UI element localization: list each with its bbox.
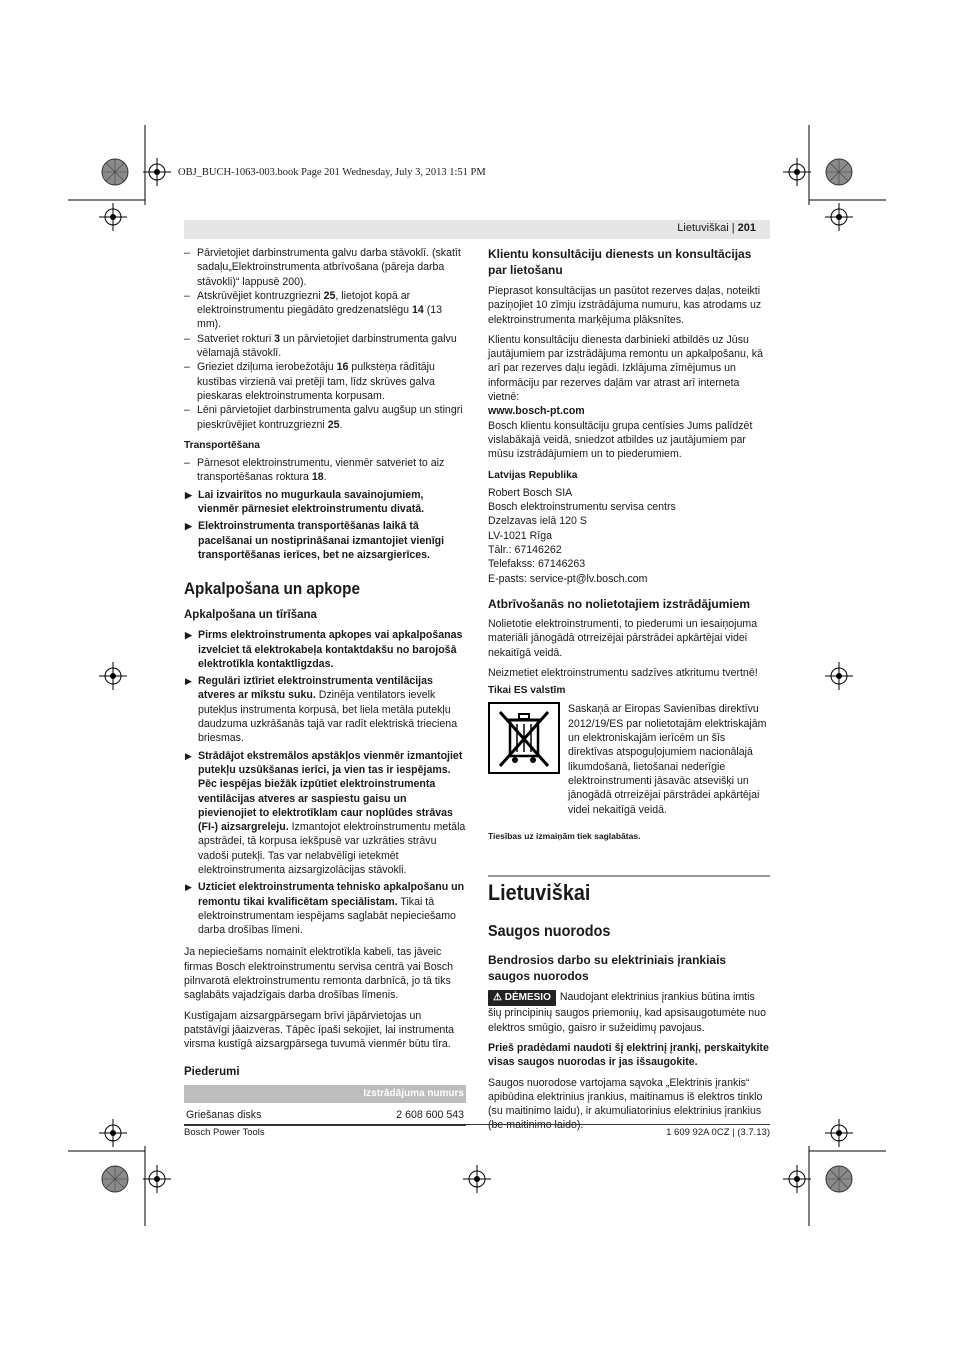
eu-heading: Tikai ES valstīm (488, 685, 566, 697)
paragraph: Nolietotie elektroinstrumenti, to piederumi un iesaiņojuma materiāli jānogādā otrreizējai pārstrādei apkārtējai videi nekaitīgā veidā. (488, 617, 758, 659)
rights-note: Tiesības uz izmaiņām tiek saglabātas. (488, 830, 641, 841)
paragraph: Pieprasot konsultācijas un pasūtot rezerves daļas, noteikti paziņojiet 10 zīmju izstrādājuma numuru, kas atrodams uz elektroinstrumenta marķējuma plāksnītes. (488, 285, 762, 326)
warning-item: ▶ Regulāri iztīriet elektroinstrumenta ventilācijas atveres ar mīkstu suku. Dzinēja ventilators ievelk putekļus instrumenta korpusā, bet liela metāla putekļu daudzuma uzkrāšanās tajā var radīt elektriskā trieciena briesmas. (185, 675, 458, 745)
crossed-bin-icon (488, 702, 562, 776)
warning-label: ⚠ DĖMESIO (488, 990, 556, 1006)
address-line: Robert Bosch SIA (488, 486, 573, 499)
address-line: Bosch elektroinstrumentu servisa centrs (488, 501, 676, 514)
paragraph: Kustīgajam aizsargpārsegam brīvi jāpārvietojas un patstāvīgi jāaizveras. Tāpēc īpaši sekojiet, lai instrumenta virsma kustīgā aizsargpārsega tuvumā vienmēr būtu tīra. (184, 1009, 455, 1051)
paragraph: Neizmetiet elektroinstrumentu sadzīves atkritumu tvertnē! (488, 666, 758, 679)
country-heading: Latvijas Republika (488, 469, 578, 481)
page-number: 201 (737, 222, 756, 234)
fax: Telefakss: 67146263 (488, 558, 586, 571)
address-block (488, 486, 770, 586)
general-safety-heading: Bendrosios darbo su elektriniais įrankiais saugos nuorodos (488, 953, 727, 984)
paragraph: Saugos nuorodose vartojama sąvoka „Elektrinis įrankis“ apibūdina elektrinius įrankius, maitinamus iš elektros tinklo (su maitinimo laidu), ir akumuliatorinius elektrinius įrankius (be maitinimo laido). (488, 1076, 763, 1132)
language-title: Lietuviškai (488, 880, 591, 906)
paragraph: Ja nepieciešams nomainīt elektrotīkla kabeli, tas jāveic firmas Bosch elektroinstrumentu servisa centrā vai Bosch pilnvarotā elektroinstrumentu remonta darbnīcā, jo tā tiks saglabāts vajadzīgais darba drošības līmenis. (184, 946, 454, 1002)
transport-heading: Transportēšana (184, 439, 260, 451)
warning-item: ▶ Elektroinstrumenta transportēšanas laikā tā pacelšanai un nostiprināšanai izmantojiet vienīgi transportēšanas ierīces, bet ne aizsargierīces. (185, 520, 445, 561)
weee-block (488, 702, 770, 816)
page-header (184, 220, 770, 239)
footer-right: 1 609 92A 0CZ | (3.7.13) (666, 1127, 770, 1138)
paragraph-bold: Prieš pradėdami naudoti šį elektrinį įrankį, perskaitykite visas saugos nuorodas ir jas išsaugokite. (488, 1041, 769, 1069)
website-link[interactable]: www.bosch-pt.com (488, 405, 585, 418)
warning-item: ▶ Uzticiet elektroinstrumenta tehnisko apkalpošanu un remontu tikai kvalificētam speciālistam. Tikai tā elektroinstrumentam iespējams saglabāt nepieciešamo darba drošības līmeni. (185, 881, 465, 937)
list-item: – Satveriet rokturi 3 un pārvietojiet darbinstrumenta galvu vēlamajā stāvoklī. (184, 332, 466, 361)
list-item: – Lēni pārvietojiet darbinstrumenta galvu augšup un stingri pieskrūvējiet kontruzgriezni 25. (184, 403, 466, 432)
right-column (488, 246, 770, 1133)
list-item: – Grieziet dziļuma ierobežotāju 16 pulksteņa rādītāju kustības virzienā vai pretēji tam, līdz skrūves galva pieskaras elektroinstrumenta korpusam. (184, 360, 466, 403)
phone: Tālr.: 67146262 (488, 544, 562, 557)
safety-heading: Saugos nuorodos (488, 923, 611, 941)
warning-paragraph: ⚠ DĖMESIO Naudojant elektrinius įrankius būtina imtis šių principinių saugos priemonių, kad apsisaugotumėte nuo elektros smūgio, gaisro ir sužeidimų pavojaus. (488, 991, 766, 1034)
list-item: – Pārnesot elektroinstrumentu, vienmēr satveriet to aiz transportēšanas roktura 18. (184, 456, 466, 485)
left-column (184, 246, 466, 1126)
header-language: Lietuviškai | 201 (677, 222, 756, 234)
warning-item: ▶ Lai izvairītos no mugurkaula savainojumiem, vienmēr pārnesiet elektroinstrumentu divatā. (185, 488, 425, 516)
print-info-line: OBJ_BUCH-1063-003.book Page 201 Wednesday, July 3, 2013 1:51 PM (178, 167, 486, 178)
address-line: LV-1021 Rīga (488, 529, 553, 542)
warning-item: ▶ Pirms elektroinstrumenta apkopes vai apkalpošanas izvelciet tā elektrokabeļa kontaktdakšu no barojošā elektrotīkla kontaktligzdas. (185, 629, 463, 670)
footer-left: Bosch Power Tools (184, 1127, 265, 1138)
service-heading: Klientu konsultāciju dienests un konsultācijas par lietošanu (488, 247, 752, 277)
triangle-bullet-icon: ▶ (185, 676, 192, 687)
table-header-part-number: Izstrādājuma numurs (306, 1085, 466, 1103)
accessories-table (184, 1085, 466, 1127)
accessories-heading: Piederumi (184, 1065, 240, 1078)
weee-text: Saskaņā ar Eiropas Savienības direktīvu 2012/19/ES par nolietotajām elektriskajām un elektroniskajām ierīcēm un šīs direktīvas atspoguļojumiem nacionālajā likumdošanā, lietošanai nederīgie elektroinstrumenti jāsavāc atsevišķi un jānogādā otrreizējai pārstrādei apkārtējai videi nekaitīgā veidā. (568, 703, 767, 816)
list-item: – Atskrūvējiet kontruzgriezni 25, lietojot kopā ar elektroinstrumentu piegādāto gredzenatslēgu 14 (13 mm). (184, 289, 466, 332)
address-line: Dzelzavas ielā 120 S (488, 515, 587, 528)
table-row (184, 1103, 466, 1126)
section-heading-maintenance: Apkalpošana un apkope (184, 579, 360, 599)
disposal-heading: Atbrīvošanās no nolietotajiem izstrādājumiem (488, 596, 751, 611)
triangle-bullet-icon: ▶ (185, 750, 192, 761)
section-divider (488, 875, 770, 877)
accessory-name: Griešanas disks (184, 1103, 306, 1126)
subsection-heading-cleaning: Apkalpošana un tīrīšana (184, 609, 317, 622)
accessory-number: 2 608 600 543 (306, 1103, 466, 1126)
warning-item: ▶ Strādājot ekstremālos apstākļos vienmēr izmantojiet putekļu uzsūkšanas ierīci, ja vien tas ir iespējams. Pēc iespējas biežāk izpūtiet elektroinstrumenta ventilācijas atveres ar saspiestu gaisu un pievienojiet to elektrotīklam caur noplūdes strāvas (FI-) aizsargreleju. Izmantojot elektroinstrumentu metāla apstrādei, tā korpusa iekšpusē var uzkrāties strāvu vadoši putekļi. Tas var nelabvēlīgi ietekmēt elektroinstrumenta aizsargizolācijas stāvokli. (185, 749, 466, 876)
triangle-bullet-icon: ▶ (185, 489, 192, 500)
paragraph: Klientu konsultāciju dienesta darbinieki atbildēs uz Jūsu jautājumiem par izstrādājuma remontu un apkalpošanu, kā arī par rezerves daļu iegādi. Izklājuma zīmējumus un informāciju par rezerves daļām var atrast arī interneta vietnē: (488, 333, 763, 404)
triangle-bullet-icon: ▶ (185, 882, 192, 893)
page-footer (184, 1124, 770, 1138)
triangle-bullet-icon: ▶ (185, 630, 192, 641)
triangle-bullet-icon: ▶ (185, 521, 192, 532)
list-item: – Pārvietojiet darbinstrumenta galvu darba stāvoklī. (skatīt sadaļu„Elektroinstrumenta atbrīvošana (pāreja darba stāvokli)“ lappusē 200). (184, 246, 466, 289)
email: E-pasts: service-pt@lv.bosch.com (488, 572, 648, 585)
paragraph: Bosch klientu konsultāciju grupa centīsies Jums palīdzēt vislabākajā veidā, sniedzot atbildes uz jautājumiem par mūsu izstrādājumiem un to piederumiem. (488, 419, 753, 461)
